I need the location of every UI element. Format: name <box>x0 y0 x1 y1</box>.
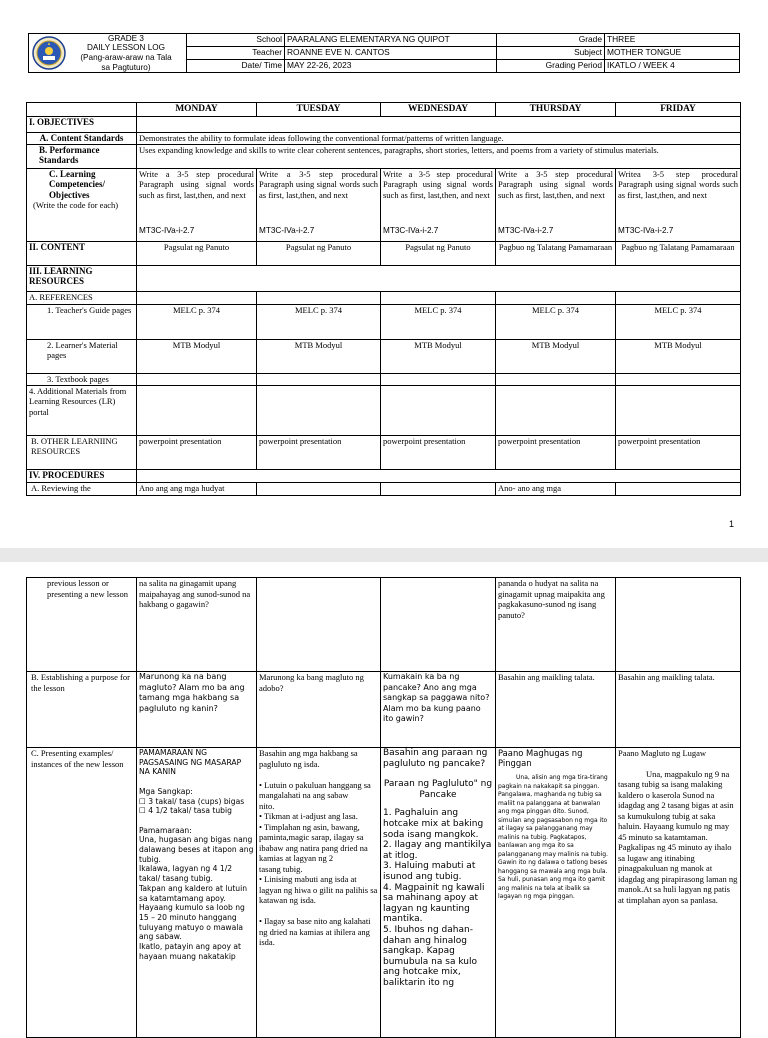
page-2 <box>0 562 768 1024</box>
subject-value: MOTHER TONGUE <box>605 47 740 60</box>
review-thursday-start: Ano- ano ang mga <box>496 482 616 495</box>
tg-thursday: MELC p. 374 <box>496 304 616 339</box>
lm-wednesday: MTB Modyul <box>381 339 496 373</box>
day-header-monday: MONDAY <box>137 103 257 117</box>
page-number: 1 <box>729 519 735 529</box>
competency-thursday: Write a 3-5 step procedural Paragraph using signal words such as first, last,then, and next MT3C-IVa-i-2.7 <box>496 168 616 241</box>
page-gap <box>0 548 768 562</box>
pancake-steps: 1. Paghaluin ang hotcake mix at baking soda isang mangkok. 2. Ilagay ang mantikilya at itlog. 3. Haluing mabuti at isunod ang tubig. 4. Magpainit ng kawali sa mahinang apoy at lagyan ng kaunting mantika. 5. Ibuhos ng dahan-dahan ang hinalog sangkap. Kapag bumubula na sa kulo ang hotcake mix, baliktarin ito ng <box>383 808 492 988</box>
purpose-label: B. Establishing a purpose for the lesson <box>27 672 137 748</box>
day-header-thursday: THURSDAY <box>496 103 616 117</box>
competency-tuesday: Write a 3-5 step procedural Paragraph using signal words such as first, last,then, and next MT3C-IVa-i-2.7 <box>257 168 381 241</box>
purpose-monday: Marunong ka na bang magluto? Alam mo ba ang tamang mga hakbang sa pagluluto ng kanin? <box>137 672 257 748</box>
content-standards-text: Demonstrates the ability to formulate ideas following the conventional format/patterns of written language. <box>137 132 741 144</box>
objectives-heading: I. OBJECTIVES <box>27 116 137 132</box>
tg-wednesday: MELC p. 374 <box>381 304 496 339</box>
competencies-label: C. Learning Competencies/ Objectives <box>49 168 105 200</box>
other-monday: powerpoint presentation <box>137 435 257 469</box>
performance-standards-text: Uses expanding knowledge and skills to write clear coherent sentences, paragraphs, short stories, letters, and poems from a variety of stimulus materials. <box>137 144 741 168</box>
other-friday: powerpoint presentation <box>616 435 741 469</box>
tg-monday: MELC p. 374 <box>137 304 257 339</box>
competency-friday: Writea 3-5 step procedural Paragraph using signal words such as first, last,then, and next MT3C-IVa-i-2.7 <box>616 168 741 241</box>
day-header-friday: FRIDAY <box>616 103 741 117</box>
content-standards-label: A. Content Standards <box>27 132 137 144</box>
lm-friday: MTB Modyul <box>616 339 741 373</box>
competency-wednesday: Write a 3-5 step procedural Paragraph using signal words such as first, last,then, and next MT3C-IVa-i-2.7 <box>381 168 496 241</box>
content-label: II. CONTENT <box>27 241 137 265</box>
lm-monday: MTB Modyul <box>137 339 257 373</box>
presenting-label: C. Presenting examples/ instances of the new lesson <box>27 748 137 1038</box>
header-tala: (Pang-araw-araw na Tala <box>80 53 172 62</box>
header-grade: GRADE 3 <box>108 33 144 43</box>
deped-seal-logo <box>32 36 66 70</box>
datetime-label: Date/ Time <box>187 60 285 73</box>
learning-resources-label: III. LEARNING RESOURCES <box>27 265 137 291</box>
tg-tuesday: MELC p. 374 <box>257 304 381 339</box>
header-dll: DAILY LESSON LOG <box>87 43 165 53</box>
school-value: PAARALANG ELEMENTARYA NG QUIPOT <box>285 34 497 47</box>
lugaw-title: Paano Magluto ng Lugaw <box>618 748 707 758</box>
lm-thursday: MTB Modyul <box>496 339 616 373</box>
review-monday-cont: na salita na ginagamit upang maipahayag ang sunod-sunod na hakbang o gagawin? <box>137 578 257 672</box>
presenting-thursday <box>496 748 616 1038</box>
pancake-subtitle: Paraan ng Pagluluto" ng Pancake <box>383 779 493 800</box>
grading-period-value: IKATLO / WEEK 4 <box>605 60 740 73</box>
subject-label: Subject <box>497 47 605 60</box>
purpose-friday: Basahin ang maikling talata. <box>616 672 741 748</box>
other-resources-label: B. OTHER LEARNIING RESOURCES <box>27 435 137 469</box>
purpose-thursday: Basahin ang maikling talata. <box>496 672 616 748</box>
day-header-wednesday: WEDNESDAY <box>381 103 496 117</box>
content-friday: Pagbuo ng Talatang Pamamaraan <box>616 241 741 265</box>
teacher-label: Teacher <box>187 47 285 60</box>
teachers-guide-label: 1. Teacher's Guide pages <box>27 304 137 339</box>
grade-label: Grade <box>497 34 605 47</box>
datetime-value: MAY 22-26, 2023 <box>285 60 497 73</box>
dishwashing-body: Una, alisin ang mga tira-tirang pagkain na nakakapit sa pinggan. Pangalawa, maghanda ng tubig sa maliit na palanggana at banwalan ang mga pinggan dito. Sunod, simulan ang pagsasabon ng mga ito at ilagay sa palangganang may malinis na tubig. Pagkatapos, banlawan ang mga ito sa palangganang may malinis na tubig. Gawin ito ng dalawa o tatlong beses hanggang sa mawala ang mga bula. Sa huli, punasan ang mga ito gamit ang malinis na tela at ibalik sa lagayan ng mga pinggan. <box>498 774 608 900</box>
other-thursday: powerpoint presentation <box>496 435 616 469</box>
content-wednesday: Pagsulat ng Panuto <box>381 241 496 265</box>
procedures-table <box>26 577 741 1038</box>
grade-value: THREE <box>605 34 740 47</box>
header-title-cell <box>29 34 187 73</box>
presenting-friday <box>616 748 741 1038</box>
performance-standards-label: B. Performance Standards <box>27 144 137 168</box>
day-header-tuesday: TUESDAY <box>257 103 381 117</box>
purpose-wednesday: Kumakain ka ba ng pancake? Ano ang mga sangkap sa paggawa nito? Alam mo ba kung paano ito gawin? <box>381 672 496 748</box>
content-monday: Pagsulat ng Panuto <box>137 241 257 265</box>
header-pagtuturo: sa Pagtuturo) <box>101 62 151 72</box>
procedures-heading: IV. PROCEDURES <box>27 469 137 482</box>
presenting-tuesday: Basahin ang mga hakbang sa pagluluto ng isda. • Lutuin o pakuluan hanggang sa mangalahati na ang sabaw nito. • Tikman at i-adjust ang lasa. • Timplahan ng asin, bawang, paminta,magic sarap, ilagay sa ibabaw ang natira pang dried na kamias at lagyan ng 2 tasang tubig. • Linising mabuti ang isda at lagyan ng hiwa o gilit na palihis sa katawan ng isda. • Ilagay sa base nito ang kalahati ng dried na kamias at ihilera ang isda. <box>257 748 381 1038</box>
competencies-sub: (Write the code for each) <box>33 200 119 210</box>
content-tuesday: Pagsulat ng Panuto <box>257 241 381 265</box>
school-label: School <box>187 34 285 47</box>
teacher-value: ROANNE EVE N. CANTOS <box>285 47 497 60</box>
reviewing-label: A. Reviewing the <box>27 482 137 495</box>
other-tuesday: powerpoint presentation <box>257 435 381 469</box>
lugaw-body: Una, magpakulo ng 9 na tasang tubig sa isang malaking kaldero o kaserola Sunod na idagdag ang 2 tasang bigas at asin sa kumukulong tubig at saka haluin. Hayaang kumulo ng may 45 minuto sa katamtaman. Pagkalipas ng 45 minuto ay ihalo sa lugaw ang itinabing pinagpakuluan ng manok at idagdag ang pirapirasong laman ng manok.At sa huli lagyan ng patis at timplahan ayon sa panlasa. <box>618 768 738 905</box>
purpose-tuesday: Marunong ka bang magluto ng adobo? <box>257 672 381 748</box>
textbook-pages-label: 3. Textbook pages <box>27 373 137 385</box>
other-wednesday: powerpoint presentation <box>381 435 496 469</box>
review-thursday-cont: pananda o hudyat na salita na ginagamit upnag maipakita ang pagkakasuno-sunod ng isang panuto? <box>496 578 616 672</box>
dishwashing-title: Paano Maghugas ng Pinggan <box>498 748 583 768</box>
competencies-label-cell <box>27 168 137 241</box>
references-label: A. REFERENCES <box>27 291 137 304</box>
additional-materials-label: 4. Additional Materials from Learning Resources (LR) portal <box>27 385 137 435</box>
header-table <box>28 33 740 73</box>
presenting-monday: PAMAMARAAN NG PAGSASAING NG MASARAP NA KANIN Mga Sangkap: ☐ 3 takal/ tasa (cups) bigas ☐ 4 1/2 takal/ tasa tubig Pamamaraan: Una, hugasan ang bigas nang dalawang beses at itapon ang tubig. Ikalawa, lagyan ng 4 1/2 takal/ tasang tubig. Takpan ang kaldero at lutuin sa katamtamang apoy. Hayaang kumulo sa loob ng 15 – 20 minuto hanggang tuluyang matuyo o mawala ang sabaw. Ikatlo, patayin ang apoy at hayaan muang nakatakip <box>137 748 257 1038</box>
lm-tuesday: MTB Modyul <box>257 339 381 373</box>
content-thursday: Pagbuo ng Talatang Pamamaraan <box>496 241 616 265</box>
review-monday-start: Ano ang ang mga hudyat <box>137 482 257 495</box>
competency-monday: Write a 3-5 step procedural Paragraph using signal words such as first, last,then, and next MT3C-IVa-i-2.7 <box>137 168 257 241</box>
pancake-title: Basahin ang paraan ng pagluluto ng pancake? <box>383 748 488 769</box>
grading-period-label: Grading Period <box>497 60 605 73</box>
presenting-wednesday <box>381 748 496 1038</box>
reviewing-label-cont: previous lesson or presenting a new lesson <box>27 578 137 672</box>
lesson-log-table <box>26 102 741 496</box>
learners-material-label: 2. Learner's Material pages <box>27 339 137 373</box>
tg-friday: MELC p. 374 <box>616 304 741 339</box>
